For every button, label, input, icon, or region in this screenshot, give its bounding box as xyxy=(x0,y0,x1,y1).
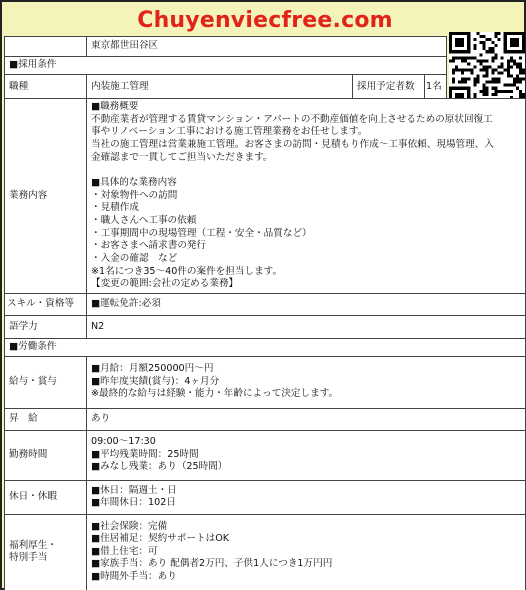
duties-line: 事やリノベーション工事における施工管理業務をお任せします。 xyxy=(91,126,368,138)
duties-line: ・入金の確認 など xyxy=(91,252,178,264)
raise-label: 昇 給 xyxy=(5,408,87,430)
holiday-content xyxy=(87,480,526,514)
hours-line: ■平均残業時間：25時間 xyxy=(91,448,199,460)
holiday-line: ■休日：隔週土・日 xyxy=(91,484,177,496)
count-value: 1名 xyxy=(425,74,447,100)
language-label: 語学力 xyxy=(5,315,87,339)
skills-label: スキル・資格等 xyxy=(5,293,87,315)
hours-label: 勤務時間 xyxy=(5,430,87,480)
welfare-line: ■住居補足：契約サポートはOK xyxy=(91,533,230,545)
salary-line: ■月給：月額250000円～円 xyxy=(91,363,214,375)
welfare-line: ■家族手当：あり 配偶者2万円、子供1人につき1万円円 xyxy=(91,558,333,570)
hours-line: ■みなし残業：あり（25時間） xyxy=(91,461,228,473)
welfare-label-line-1: 福利厚生・ xyxy=(9,539,57,551)
job-value: 内装施工管理 xyxy=(87,74,353,100)
duties-line xyxy=(91,164,521,177)
duties-line: ・お客さまへ請求書の発行 xyxy=(91,240,207,252)
duties-line: ・対象物件への訪問 xyxy=(91,189,178,201)
hours-content xyxy=(87,430,526,480)
welfare-label-line-2: 特別手当 xyxy=(9,552,48,564)
duties-line: ※1名につき35～40件の案件を担当します。 xyxy=(91,265,283,277)
hours-line: 09:00～17:30 xyxy=(91,436,156,448)
duties-line: ■具体的な業務内容 xyxy=(91,176,177,188)
labor-table xyxy=(4,338,526,590)
welfare-line: ■時間外手当：あり xyxy=(91,571,177,583)
location-row xyxy=(5,37,447,57)
raise-row xyxy=(5,408,526,430)
recruit-section-title: ■採用条件 xyxy=(5,57,447,75)
duties-line: 不動産業者が管理する賃貸マンション・アパートの不動産価値を向上させるための原状回復工 xyxy=(91,113,493,125)
hours-row xyxy=(5,430,526,480)
duties-line: ・見積作成 xyxy=(91,202,139,214)
brand-header xyxy=(2,2,526,36)
duties-line: ■職務概要 xyxy=(91,101,139,112)
recruit-table-top xyxy=(4,36,447,101)
duties-line: ・職人さんへ工事の依頼 xyxy=(91,214,197,226)
salary-label: 給与・賞与 xyxy=(5,356,87,408)
skills-row xyxy=(5,293,526,315)
language-row xyxy=(5,315,526,339)
location-label-cell xyxy=(5,37,87,57)
duties-line: 金確認まで一貫してご担当いただきます。 xyxy=(91,151,273,163)
welfare-content xyxy=(87,514,526,590)
holiday-label: 休日・休暇 xyxy=(5,480,87,514)
welfare-row xyxy=(5,514,526,590)
recruit-table-main xyxy=(4,98,526,340)
job-label: 職種 xyxy=(5,74,87,100)
recruit-section-row xyxy=(5,57,447,75)
raise-value: あり xyxy=(87,408,526,430)
holiday-line: ■年間休日：102日 xyxy=(91,497,176,509)
location-value: 東京都世田谷区 xyxy=(87,37,447,57)
duties-row xyxy=(5,99,526,294)
count-label: 採用予定者数 xyxy=(353,74,425,100)
welfare-line: ■社会保険：完備 xyxy=(91,520,168,532)
language-value: N2 xyxy=(87,315,526,339)
holiday-row xyxy=(5,480,526,514)
job-row xyxy=(5,74,447,100)
salary-line: ※最終的な給与は経験・能力・年齢によって決定します。 xyxy=(91,388,339,400)
duties-line: ・工事期間中の現場管理（工程・安全・品質など） xyxy=(91,227,312,239)
duties-line: 当社の施工管理は営業兼施工管理。お客さまの訪問・見積もり作成～工事依頼、現場管理、入 xyxy=(91,138,494,150)
labor-section-title: ■労働条件 xyxy=(5,339,526,357)
salary-row xyxy=(5,356,526,408)
qr-code-icon xyxy=(449,32,525,108)
skills-value: ■運転免許:必須 xyxy=(87,293,526,315)
brand-logo-text: Chuyenviecfree.com xyxy=(137,8,393,33)
labor-section-row xyxy=(5,339,526,357)
duties-label: 業務内容 xyxy=(5,99,87,294)
duties-content xyxy=(87,99,526,294)
duties-line: 【変更の範囲:会社の定める業務】 xyxy=(91,278,239,290)
welfare-line: ■借上住宅：可 xyxy=(91,545,158,557)
salary-content xyxy=(87,356,526,408)
welfare-label xyxy=(5,514,87,590)
salary-line: ■昨年度実績(賞与)：4ヶ月分 xyxy=(91,375,220,387)
